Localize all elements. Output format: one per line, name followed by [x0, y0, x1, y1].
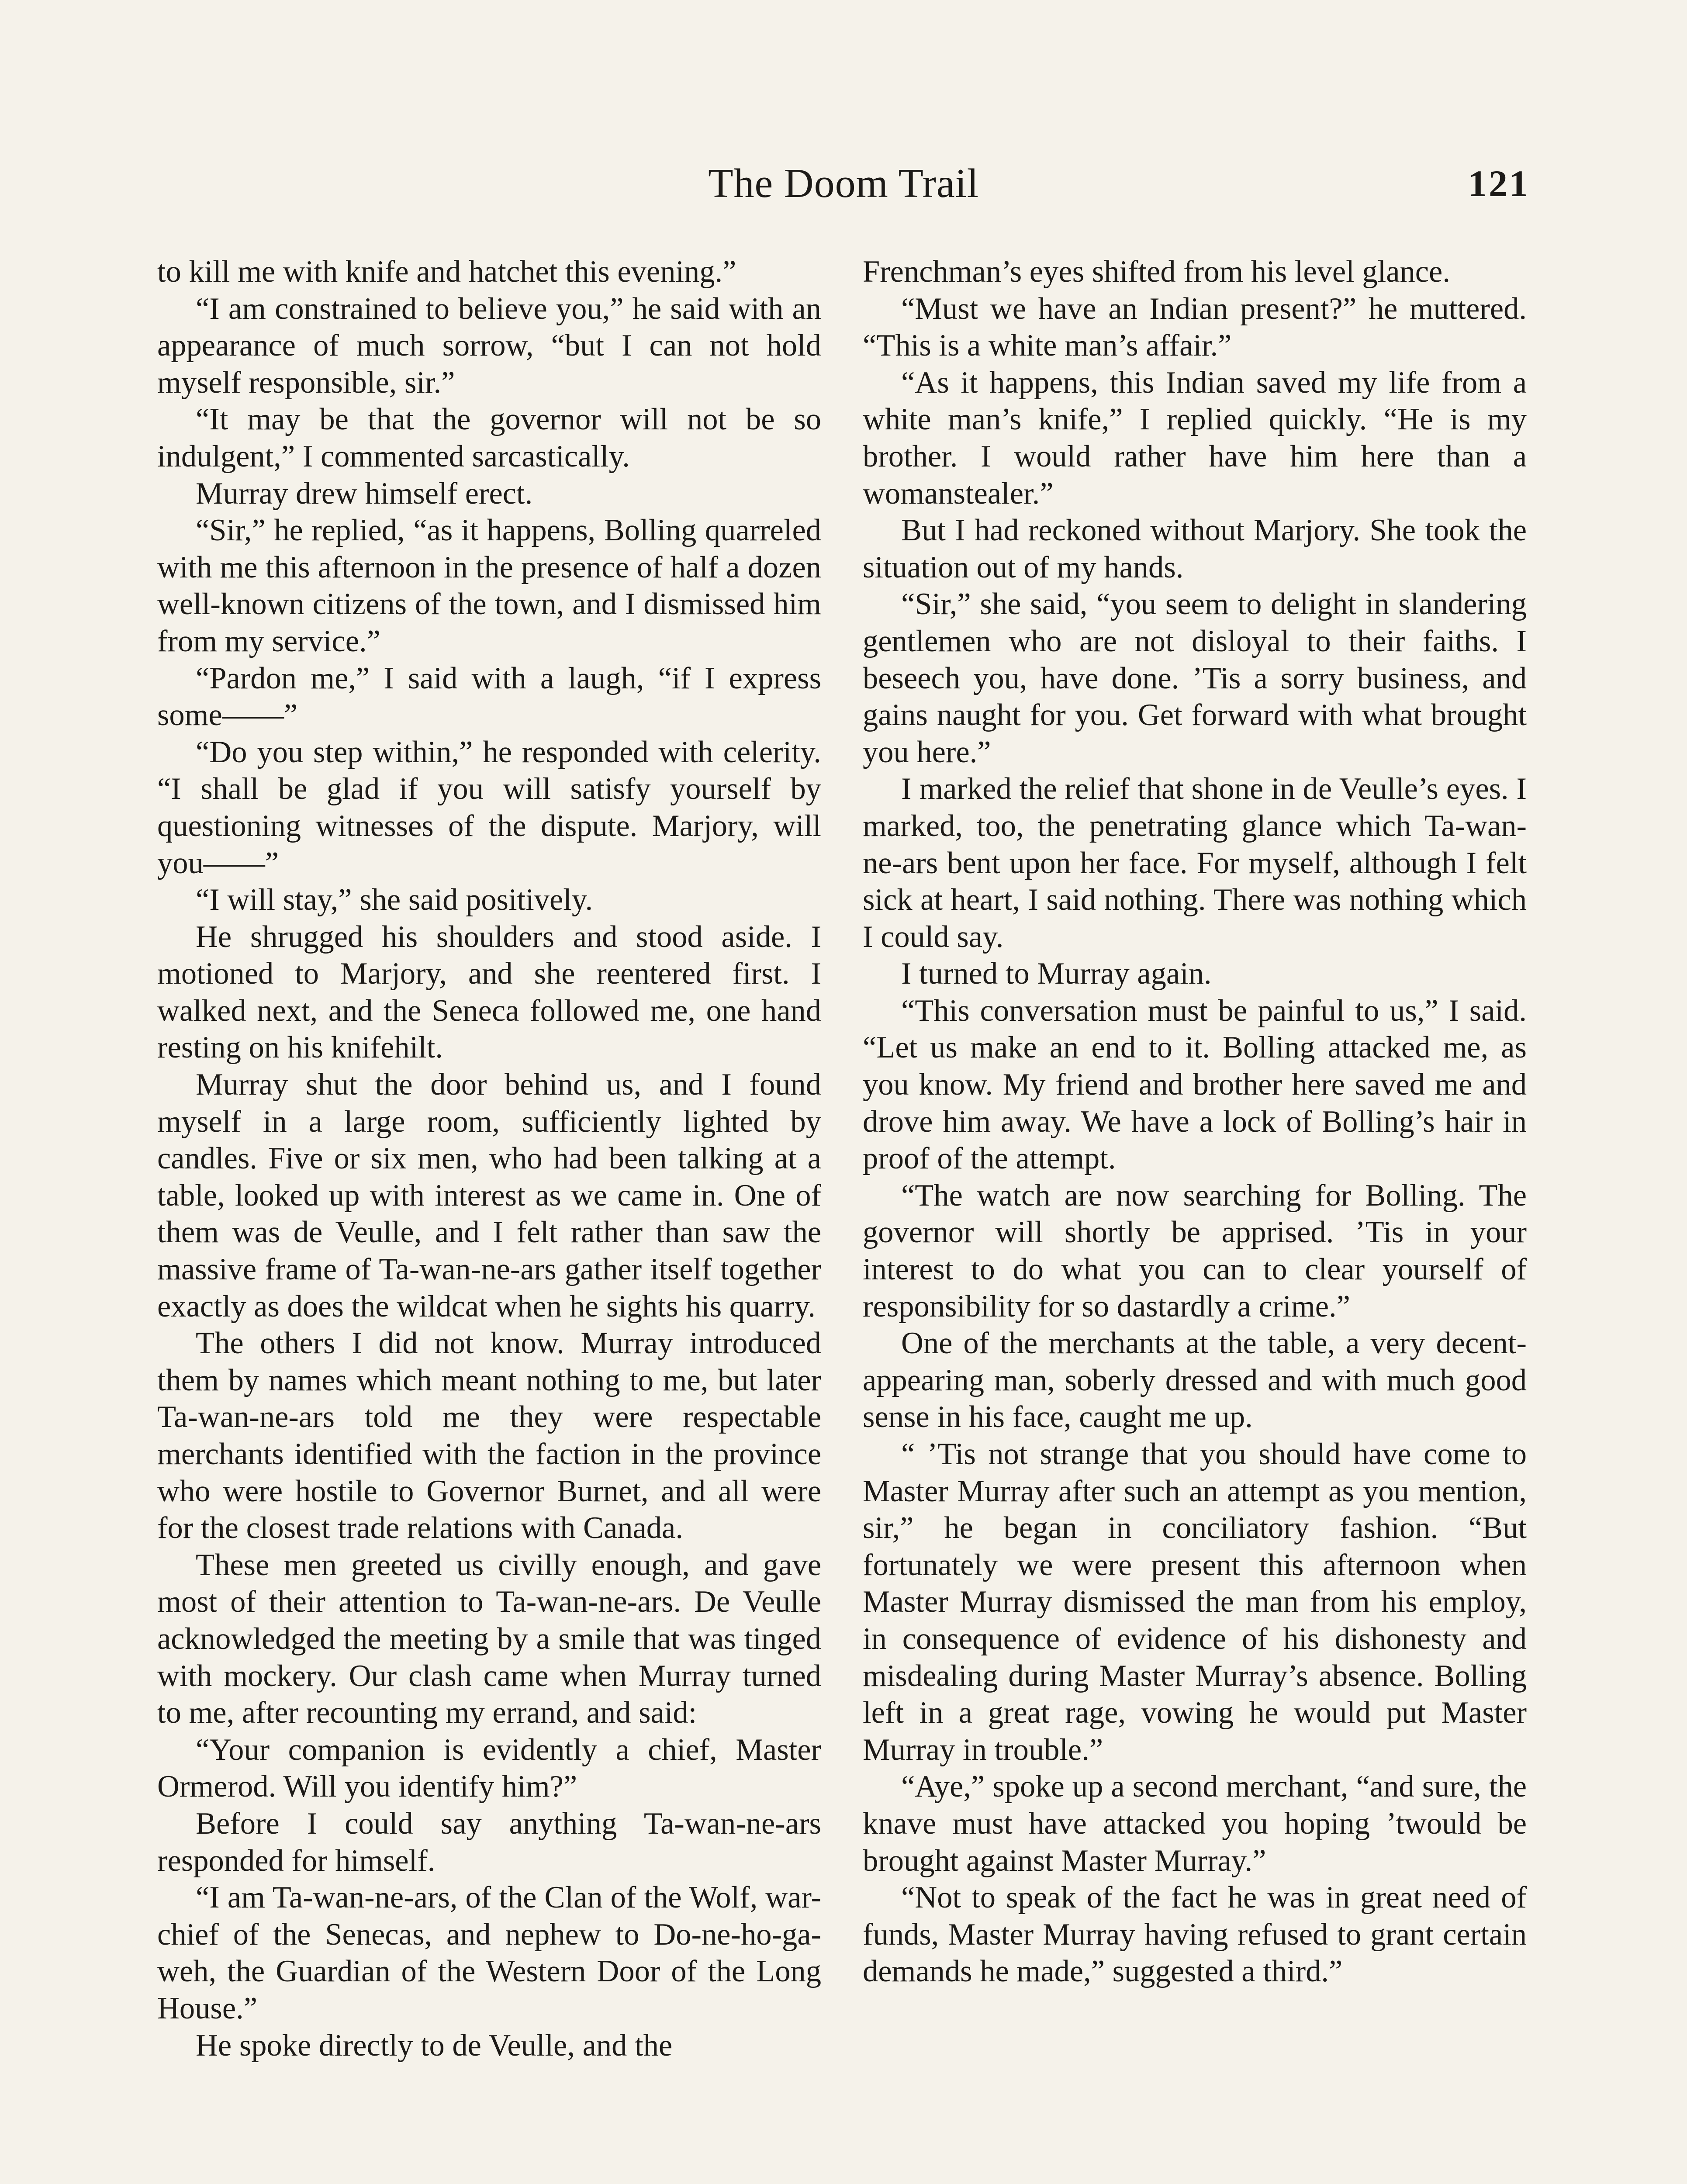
page-number: 121: [1468, 162, 1530, 204]
paragraph: “The watch are now searching for Bolling. The governor will shortly be apprised. ’Tis in your interest to do what you can to clear yourself of responsibility for so dastardly a crime.”: [863, 1178, 1527, 1324]
paragraph: “As it happens, this Indian saved my life from a white man’s knife,” I replied quickly. “He is my brother. I would rather have him here than a womanstealer.”: [863, 365, 1527, 511]
paragraph: “Do you step within,” he responded with celerity. “I shall be glad if you will satisfy yourself by questioning witnesses of the dispute. Marjory, will you——”: [157, 735, 821, 880]
paragraph: I marked the relief that shone in de Veulle’s eyes. I marked, too, the penetrating glance which Ta-wan-ne-ars bent upon her face. For myself, although I felt sick at heart, I said nothing. There was nothing which I could say.: [863, 772, 1527, 954]
paragraph: “Sir,” he replied, “as it happens, Bolling quarreled with me this afternoon in the presence of half a dozen well-known citizens of the town, and I dismissed him from my service.”: [157, 513, 821, 658]
paragraph: Murray shut the door behind us, and I found myself in a large room, sufficiently lighted by candles. Five or six men, who had been talking at a table, looked up with interest as we came in. One of them was de Veulle, and I felt rather than saw the massive frame of Ta-wan-ne-ars gather itself together exactly as does the wildcat when he sights his quarry.: [157, 1068, 821, 1324]
paragraph: to kill me with knife and hatchet this evening.”: [157, 255, 736, 289]
paragraph: “Sir,” she said, “you seem to delight in slandering gentlemen who are not disloyal to their faiths. I beseech you, have done. ’Tis a sorry business, and gains naught for you. Get forward with what brought you here.”: [863, 587, 1527, 769]
paragraph: “Must we have an Indian present?” he muttered. “This is a white man’s affair.”: [863, 291, 1527, 363]
paragraph: He shrugged his shoulders and stood aside. I motioned to Marjory, and she reentered first. I walked next, and the Seneca followed me, one hand resting on his knifehilt.: [157, 919, 821, 1065]
paragraph: “It may be that the governor will not be so indulgent,” I commented sarcastically.: [157, 402, 821, 473]
paragraph: Before I could say anything Ta-wan-ne-ars responded for himself.: [157, 1806, 821, 1878]
paragraph: He spoke directly to de Veulle, and the: [196, 2028, 673, 2063]
paragraph: One of the merchants at the table, a very decent-appearing man, soberly dressed and with much good sense in his face, caught me up.: [863, 1326, 1527, 1434]
paragraph: “Your companion is evidently a chief, Master Ormerod. Will you identify him?”: [157, 1732, 821, 1804]
paragraph: “Not to speak of the fact he was in great need of funds, Master Murray having refused to grant certain demands he made,” suggested a third.”: [863, 1880, 1527, 1989]
paragraph: The others I did not know. Murray introduced them by names which meant nothing to me, but later Ta-wan-ne-ars told me they were respectable merchants identified with the faction in the province who were hostile to Governor Burnet, and all were for the closest trade relations with Canada.: [157, 1326, 821, 1545]
paragraph: “Pardon me,” I said with a laugh, “if I express some——”: [157, 661, 821, 733]
paragraph: “ ’Tis not strange that you should have come to Master Murray after such an attempt as you mention, sir,” he began in conciliatory fashion. “But fortunately we were present this afternoon when Master Murray dismissed the man from his employ, in consequence of evidence of his dishonesty and misdealing during Master Murray’s absence. Bolling left in a great rage, vowing he would put Master Murray in trouble.”: [863, 1437, 1527, 1767]
paragraph: But I had reckoned without Marjory. She took the situation out of my hands.: [863, 513, 1527, 584]
paragraph: “This conversation must be painful to us,” I said. “Let us make an end to it. Bolling attacked me, as you know. My friend and brother here saved me and drove him away. We have a lock of Bolling’s hair in proof of the attempt.: [863, 993, 1527, 1176]
page-header: [157, 155, 1530, 212]
paragraph: “I will stay,” she said positively.: [196, 883, 593, 917]
paragraph: I turned to Murray again.: [901, 957, 1212, 991]
paragraph: These men greeted us civilly enough, and gave most of their attention to Ta-wan-ne-ars. De Veulle acknowledged the meeting by a smile that was tinged with mockery. Our clash came when Murray turned to me, after recounting my errand, and said:: [157, 1548, 821, 1730]
running-title: The Doom Trail: [708, 161, 979, 206]
paragraph: Murray drew himself erect.: [196, 476, 533, 511]
right-column: [863, 253, 1527, 1990]
paragraph: “I am Ta-wan-ne-ars, of the Clan of the Wolf, war-chief of the Senecas, and nephew to Do-ne-ho-ga-weh, the Guardian of the Western Door of the Long House.”: [157, 1880, 821, 2025]
left-column: [157, 253, 821, 2064]
paragraph: “Aye,” spoke up a second merchant, “and sure, the knave must have attacked you hoping ’twould be brought against Master Murray.”: [863, 1769, 1527, 1878]
paragraph: Frenchman’s eyes shifted from his level glance.: [863, 255, 1450, 289]
paragraph: “I am constrained to believe you,” he said with an appearance of much sorrow, “but I can not hold myself responsible, sir.”: [157, 291, 821, 400]
